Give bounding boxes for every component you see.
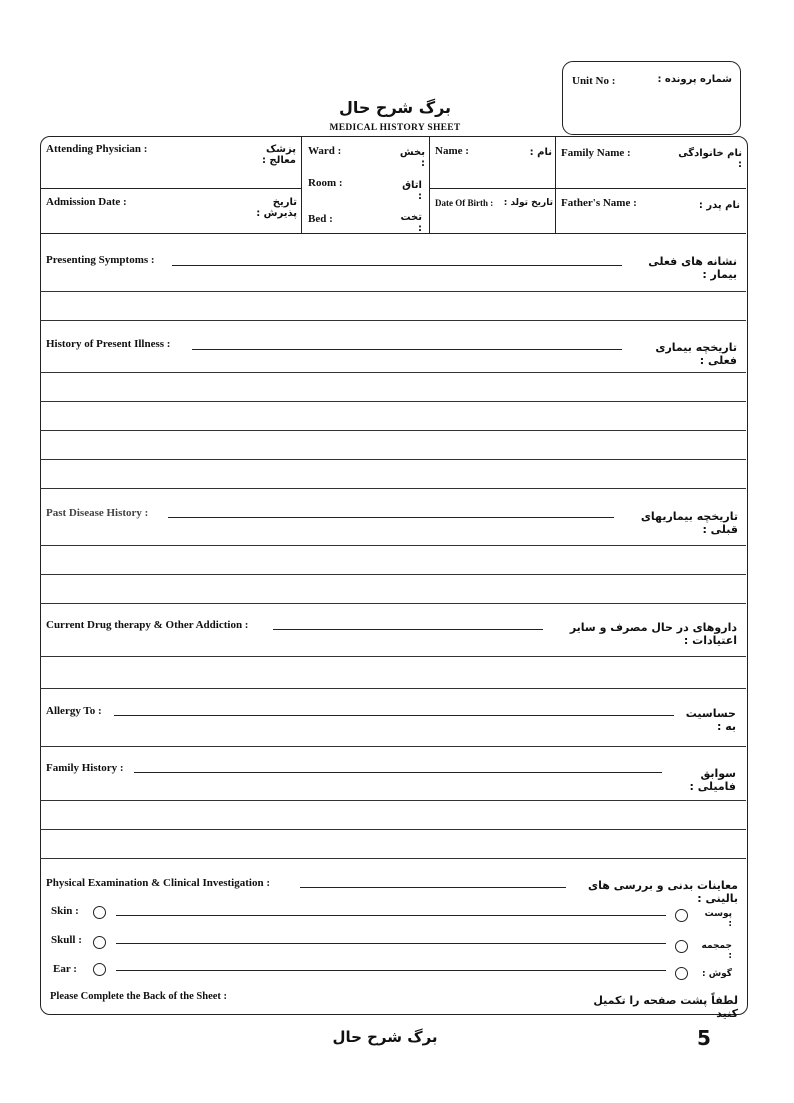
fathers-name-label-fa: نام پدر : bbox=[698, 200, 740, 211]
current-drug-therapy-line[interactable] bbox=[273, 629, 543, 630]
name-label-fa: نام : bbox=[529, 147, 552, 158]
writing-line[interactable] bbox=[40, 372, 746, 373]
family-name-label-fa: نام خانوادگی : bbox=[678, 148, 742, 170]
family-history-label: Family History : bbox=[46, 762, 124, 774]
family-name-label: Family Name : bbox=[561, 147, 631, 159]
ear-right-radio[interactable] bbox=[675, 967, 688, 980]
writing-line[interactable] bbox=[40, 430, 746, 431]
writing-line[interactable] bbox=[40, 459, 746, 460]
complete-back-note-fa: لطفاً پشت صفحه را تکمیل کنید bbox=[593, 994, 738, 1020]
name-label: Name : bbox=[435, 145, 469, 157]
room-label: Room : bbox=[308, 177, 343, 189]
current-drug-therapy-label: Current Drug therapy & Other Addiction : bbox=[46, 619, 249, 631]
family-history-label-fa: سوابق فامیلی : bbox=[689, 767, 736, 793]
writing-line[interactable] bbox=[40, 291, 746, 292]
ward-label-fa: بخش : bbox=[399, 147, 425, 169]
presenting-symptoms-label: Presenting Symptoms : bbox=[46, 254, 155, 266]
grid-vertical-divider bbox=[301, 137, 302, 233]
skull-label-fa: جمجمه : bbox=[701, 941, 732, 961]
allergy-to-label: Allergy To : bbox=[46, 705, 102, 717]
grid-divider bbox=[40, 188, 302, 189]
current-drug-therapy-label-fa: داروهای در حال مصرف و سایر اعتیادات : bbox=[569, 621, 737, 647]
allergy-to-line[interactable] bbox=[114, 715, 674, 716]
date-of-birth-label: Date Of Birth : bbox=[435, 198, 494, 208]
writing-line[interactable] bbox=[40, 603, 746, 604]
unit-no-label: Unit No : bbox=[572, 75, 616, 87]
grid-divider bbox=[430, 188, 746, 189]
ear-left-radio[interactable] bbox=[93, 963, 106, 976]
bed-label: Bed : bbox=[308, 213, 333, 225]
physical-examination-label-fa: معاینات بدنی و بررسی های بالینی : bbox=[588, 879, 738, 905]
skin-right-radio[interactable] bbox=[675, 909, 688, 922]
physical-examination-label: Physical Examination & Clinical Investigation : bbox=[46, 877, 270, 889]
page-title-fa: برگ شرح حال bbox=[338, 98, 452, 117]
unit-no-label-fa: شماره پرونده : bbox=[657, 74, 732, 85]
grid-vertical-divider bbox=[429, 137, 430, 233]
past-disease-history-line[interactable] bbox=[168, 517, 614, 518]
complete-back-note: Please Complete the Back of the Sheet : bbox=[50, 991, 228, 1002]
presenting-symptoms-line[interactable] bbox=[172, 265, 622, 266]
past-disease-history-label-fa: تاریخچه بیماریهای قبلی : bbox=[640, 510, 738, 536]
family-history-line[interactable] bbox=[134, 772, 662, 773]
ear-label: Ear : bbox=[53, 963, 77, 975]
skin-label-fa: پوست : bbox=[704, 909, 732, 929]
skull-label: Skull : bbox=[51, 934, 82, 946]
ward-label: Ward : bbox=[308, 145, 342, 157]
date-of-birth-label-fa: تاریخ تولد : bbox=[503, 198, 553, 208]
writing-line[interactable] bbox=[40, 401, 746, 402]
presenting-symptoms-label-fa: نشانه های فعلی بیمار : bbox=[648, 255, 737, 281]
bottom-title-fa: برگ شرح حال bbox=[332, 1028, 438, 1046]
grid-bottom-border bbox=[40, 233, 746, 234]
writing-line[interactable] bbox=[40, 320, 746, 321]
writing-line[interactable] bbox=[40, 829, 746, 830]
unit-number-box bbox=[562, 61, 741, 135]
page-title-en: MEDICAL HISTORY SHEET bbox=[329, 123, 461, 133]
page-number: 5 bbox=[697, 1026, 711, 1050]
past-disease-history-label: Past Disease History : bbox=[46, 507, 149, 519]
skull-right-radio[interactable] bbox=[675, 940, 688, 953]
skin-left-radio[interactable] bbox=[93, 906, 106, 919]
skull-line[interactable] bbox=[116, 943, 666, 944]
admission-date-label: Admission Date : bbox=[46, 196, 127, 208]
fathers-name-label: Father's Name : bbox=[561, 197, 637, 209]
history-present-illness-label-fa: تاریخچه بیماری فعلی : bbox=[655, 341, 737, 367]
ear-line[interactable] bbox=[116, 970, 666, 971]
writing-line[interactable] bbox=[40, 858, 746, 859]
skull-left-radio[interactable] bbox=[93, 936, 106, 949]
writing-line[interactable] bbox=[40, 574, 746, 575]
attending-physician-label-fa: پزشک معالج : bbox=[261, 144, 296, 166]
writing-line[interactable] bbox=[40, 800, 746, 801]
writing-line[interactable] bbox=[40, 545, 746, 546]
skin-label: Skin : bbox=[51, 905, 79, 917]
room-label-fa: اتاق : bbox=[402, 180, 422, 202]
ear-label-fa: گوش : bbox=[701, 969, 732, 979]
writing-line[interactable] bbox=[40, 488, 746, 489]
attending-physician-label: Attending Physician : bbox=[46, 143, 148, 155]
writing-line[interactable] bbox=[40, 688, 746, 689]
bed-label-fa: تخت : bbox=[400, 212, 422, 234]
writing-line[interactable] bbox=[40, 656, 746, 657]
skin-line[interactable] bbox=[116, 915, 666, 916]
grid-vertical-divider bbox=[555, 137, 556, 233]
writing-line[interactable] bbox=[40, 746, 746, 747]
history-present-illness-label: History of Present Illness : bbox=[46, 338, 171, 350]
physical-examination-line[interactable] bbox=[300, 887, 566, 888]
admission-date-label-fa: تاریخ پذیرش : bbox=[256, 197, 297, 219]
allergy-to-label-fa: حساسیت به : bbox=[685, 707, 736, 733]
history-present-illness-line[interactable] bbox=[192, 349, 622, 350]
